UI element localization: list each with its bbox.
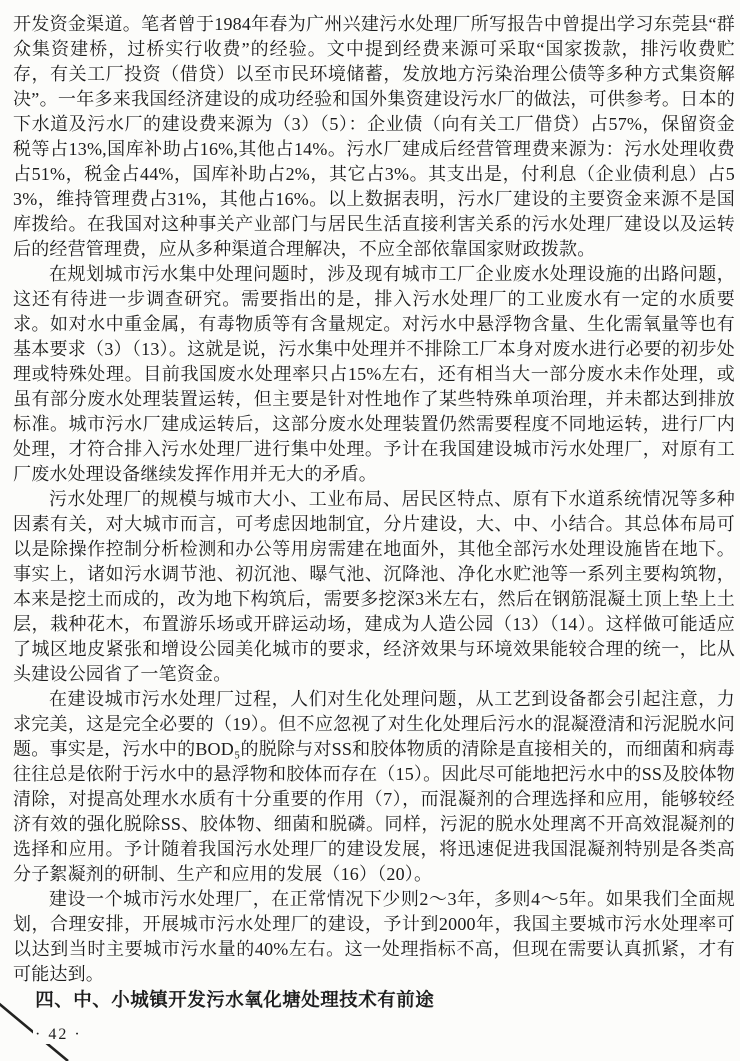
section-heading: 四、中、小城镇开发污水氧化塘处理技术有前途 bbox=[35, 989, 435, 1010]
body-paragraph: 开发资金渠道。笔者曾于1984年春为广州兴建污水处理厂所写报告中曾提出学习东莞县“群众集资建桥，过桥实行收费”的经验。文中提到经费来源可采取“国家拨款，排污收费贮存，有关工厂投资（借贷）以至市民环境储蓄，发放地方污染治理公债等多种方式集资解决”。一年多来我国经济建设的成功经验和国外集资建设污水厂的做法，可供参考。日本的下水道及污水厂的建设费来源为（3）（5）：企业债（向有关工厂借贷）占57%，保留资金税等占13%,国库补助占16%,其他占14%。污水厂建成后经营管理费来源为：污水处理收费占51%，税金占44%，国库补助占2%，其它占3%。其支出是，付利息（企业债利息）占53%，维持管理费占31%，其他占16%。以上数据表明，污水厂建设的主要资金来源不是国库拨给。在我国对这种事关产业部门与居民生活直接利害关系的污水处理厂建设以及运转后的经营管理费，应从多种渠道合理解决，不应全部依靠国家财政拨款。 bbox=[13, 14, 735, 259]
page-number: · 42 · bbox=[35, 1026, 82, 1043]
body-paragraph: 在建设城市污水处理厂过程，人们对生化处理问题，从工艺到设备都会引起注意，力求完美，这是完全必要的（19）。但不应忽视了对生化处理后污水的混凝澄清和污泥脱水问题。事实是，污水中的BOD₅的脱除与对SS和胶体物质的清除是直接相关的，而细菌和病毒往往总是依附于污水中的悬浮物和胶体而存在（15）。因此尽可能地把污水中的SS及胶体物清除，对提高处理水水质有十分重要的作用（7），而混凝剂的合理选择和应用，能够较经济有效的强化脱除SS、胶体物、细菌和脱磷。同样，污泥的脱水处理离不开高效混凝剂的选择和应用。予计随着我国污水处理厂的建设发展，将迅速促进我国混凝剂特别是各类高分子絮凝剂的研制、生产和应用的发展（16）（20）。 bbox=[13, 689, 735, 884]
page-body bbox=[13, 12, 735, 1012]
body-paragraph: 污水处理厂的规模与城市大小、工业布局、居民区特点、原有下水道系统情况等多种因素有关，对大城市而言，可考虑因地制宜，分片建设，大、中、小结合。其总体布局可以是除操作控制分析检测和办公等用房需建在地面外，其他全部污水处理设施皆在地下。事实上，诸如污水调节池、初沉池、曝气池、沉降池、净化水贮池等一系列主要构筑物，本来是挖土而成的，改为地下构筑后，需要多挖深3米左右，然后在钢筋混凝土顶上垫上土层，栽种花木，布置游乐场或开辟运动场，建成为人造公园（13）（14）。这样做可能适应了城区地皮紧张和增设公园美化城市的要求，经济效果与环境效果能较合理的统一，比从头建设公园省了一笔资金。 bbox=[13, 489, 735, 684]
body-paragraph: 在规划城市污水集中处理问题时，涉及现有城市工厂企业废水处理设施的出路问题，这还有待进一步调查研究。需要指出的是，排入污水处理厂的工业废水有一定的水质要求。如对水中重金属，有毒物质等有含量规定。对污水中悬浮物含量、生化需氧量等也有基本要求（3）（13）。这就是说，污水集中处理并不排除工厂本身对废水进行必要的初步处理或特殊处理。目前我国废水处理率只占15%左右，还有相当大一部分废水未作处理，或虽有部分废水处理装置运转，但主要是针对性地作了某些特殊单项治理，并未都达到排放标准。城市污水厂建成运转后，这部分废水处理装置仍然需要程度不同地运转，进行厂内处理，才符合排入污水处理厂进行集中处理。予计在我国建设城市污水处理厂，对原有工厂废水处理设备继续发挥作用并无大的矛盾。 bbox=[13, 264, 735, 484]
body-paragraph: 建设一个城市污水处理厂，在正常情况下少则2～3年，多则4～5年。如果我们全面规划，合理安排，开展城市污水处理厂的建设，予计到2000年，我国主要城市污水处理率可以达到当时主要城市污水量的40%左右。这一处理指标不高，但现在需要认真抓紧，才有可能达到。 bbox=[13, 889, 735, 984]
